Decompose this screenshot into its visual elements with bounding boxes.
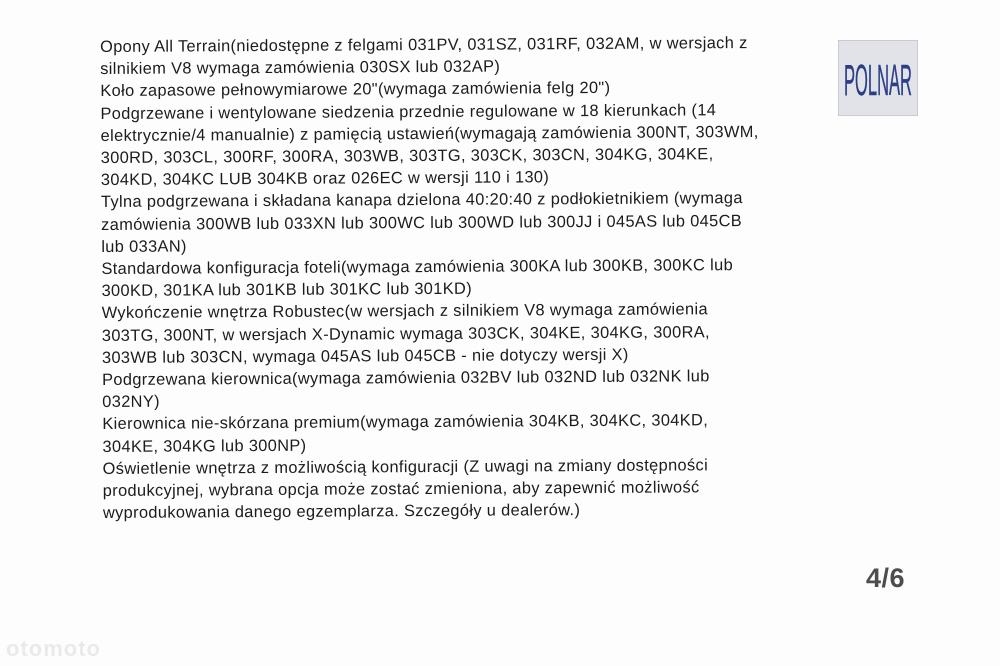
page-number: 4/6 [866, 563, 906, 593]
option-entry: Podgrzewane i wentylowane siedzenia przednie regulowane w 18 kierunkach (14 elektrycznie/4 manualnie) z pamięcią ustawień(wymagają zamówienia 300NT, 303WM, 300RD, 303CL, 300RF, 300RA, 303WB, 303TG, 303CK, 303CN, 304KG, 304KE, 304KD, 304KC LUB 304KB oraz 026EC w wersji 110 i 130) [100, 100, 759, 190]
option-entry: Standardowa konfiguracja foteli(wymaga zamówienia 300KA lub 300KB, 300KC lub 300KD, 301KA lub 301KB lub 301KC lub 301KD) [101, 256, 734, 301]
option-entry: Wykończenie wnętrza Robustec(w wersjach z silnikiem V8 wymaga zamówienia 303TG, 300NT, w wersjach X-Dynamic wymaga 303CK, 304KE, 304KG, 300RA, 303WB lub 303CN, wymaga 045AS lub 045CB - nie dotyczy wersji X) [101, 300, 710, 367]
equipment-options-list [100, 32, 763, 524]
polnar-logo [838, 40, 918, 116]
option-entry: Opony All Terrain(niedostępne z felgami 031PV, 031SZ, 031RF, 032AM, w wersjach z silnikiem V8 wymaga zamówienia 030SX lub 032AP) [100, 34, 748, 79]
polnar-logo-text: POLNAR [844, 56, 912, 103]
option-entry: Koło zapasowe pełnowymiarowe 20"(wymaga zamówienia felg 20") [100, 79, 611, 101]
polnar-logo-mark [841, 53, 915, 103]
option-entry: Podgrzewana kierownica(wymaga zamówienia 032BV lub 032ND lub 032NK lub 032NY) [102, 367, 710, 412]
watermark: otomoto [6, 636, 101, 661]
option-entry: Kierownica nie-skórzana premium(wymaga zamówienia 304KB, 304KC, 304KD, 304KE, 304KG lub 300NP) [102, 411, 709, 456]
option-entry: Oświetlenie wnętrza z możliwością konfiguracji (Z uwagi na zmiany dostępności produkcyjnej, wybrana opcja może zostać zmieniona, aby zapewnić możliwość wyprodukowania danego egzemplarza. Szczegóły u dealerów.) [102, 456, 709, 523]
option-entry: Tylna podgrzewana i składana kanapa dzielona 40:20:40 z podłokietnikiem (wymaga zamówienia 300WB lub 033XN lub 300WC lub 300WD lub 300JJ i 045AS lub 045CB lub 033AN) [100, 189, 743, 256]
